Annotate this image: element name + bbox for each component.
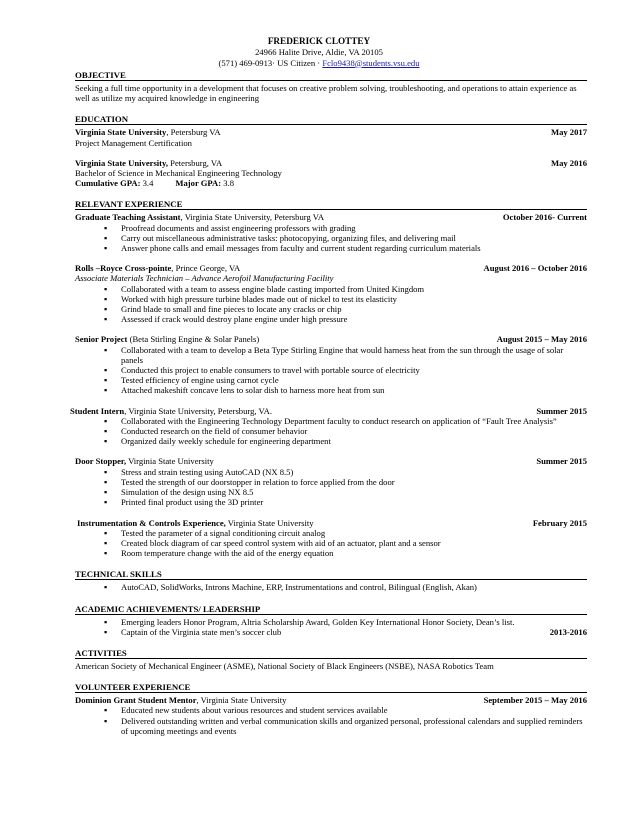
education-section (75, 114, 587, 188)
bullet: ▪ Answer phone calls and email messages from faculty and current student regarding curriculum materials (75, 243, 587, 253)
skills-section (75, 569, 587, 592)
bullet: ▪ Emerging leaders Honor Program, Altria Scholarship Award, Golden Key International Honor Society, Dean’s list. (75, 617, 587, 627)
organization: , Virginia State University, Petersburg VA (180, 212, 325, 223)
date: 2013-2016 (549, 626, 587, 637)
role: Graduate Teaching Assistant (75, 212, 181, 223)
bullet: ▪ Created block diagram of car speed control system with aid of an actuator, plant and a sensor (75, 538, 587, 548)
job-subtitle: Associate Materials Technician – Advance Aerofoil Manufacturing Facility (75, 273, 334, 284)
education-entry (75, 127, 587, 147)
bullet: ▪ Collaborated with the Engineering Technology Department faculty to conduct research on application of “Fault Tree Analysis” (75, 416, 587, 426)
resume-body (70, 70, 587, 736)
experience-entry (70, 405, 587, 447)
bullet: ▪ Organized daily weekly schedule for engineering department (75, 436, 587, 446)
date: August 2016 – October 2016 (483, 263, 587, 274)
activities-section (75, 648, 587, 671)
bullet: ▪ Educated new students about various resources and student services available (75, 705, 587, 715)
education-entry (75, 158, 587, 189)
degree: Project Management Certification (75, 137, 192, 148)
role: Instrumentation & Controls Experience, (77, 517, 226, 528)
bullet: ▪ Tested the strength of our doorstopper in relation to force applied from the door (75, 477, 587, 487)
volunteer-section (75, 682, 587, 736)
bullet-list (75, 345, 587, 396)
role: Student Intern (70, 405, 125, 416)
experience-entry (75, 212, 587, 253)
bullet: ▪ Conducted research on the field of consumer behavior (75, 426, 587, 436)
contact-line (0, 58, 638, 69)
bullet: ▪ Carry out miscellaneous administrative tasks: photocopying, organizing files, and delivering mail (75, 233, 587, 243)
objective-section (75, 70, 587, 103)
date: February 2015 (532, 517, 587, 528)
experience-section (70, 199, 587, 559)
date: August 2015 – May 2016 (496, 334, 587, 345)
date: Summer 2015 (536, 456, 587, 467)
bullet: ▪ Grind blade to small and fine pieces to locate any cracks or chip (75, 304, 587, 314)
date: May 2016 (550, 157, 587, 168)
organization: Virginia State University (225, 517, 314, 528)
bullet: ▪ Attached makeshift concave lens to solar dish to harness more heat from sun (75, 385, 587, 395)
email-link[interactable]: Fclo9438@students.vsu.edu (322, 57, 420, 68)
organization: (Beta Stirling Engine & Solar Panels) (127, 334, 260, 345)
bullet: ▪ Tested efficiency of engine using carnot cycle (75, 375, 587, 385)
role: Senior Project (75, 334, 128, 345)
degree: Bachelor of Science in Mechanical Engineering Technology (75, 168, 282, 179)
major-gpa-label: Major GPA: (175, 178, 222, 189)
gpa-line (75, 178, 587, 188)
bullet: ▪ Simulation of the design using NX 8.5 (75, 487, 587, 497)
role: Dominion Grant Student Mentor (75, 695, 197, 706)
school-location: , Petersburg VA (166, 127, 221, 138)
bullet: ▪ Stress and strain testing using AutoCAD (NX 8.5) (75, 467, 587, 477)
section-title: TECHNICAL SKILLS (75, 569, 587, 580)
bullet-list (75, 223, 587, 254)
cumulative-gpa-label: Cumulative GPA: (75, 178, 141, 189)
bullet: ▪ AutoCAD, SolidWorks, Introns Machine, ERP, Instrumentations and control, Bilingual (English, Akan) (75, 582, 587, 592)
date: Summer 2015 (536, 405, 587, 416)
experience-entry (75, 334, 587, 395)
section-title: EDUCATION (75, 114, 587, 125)
organization: Virginia State University (126, 456, 214, 467)
bullet: ▪ Assessed if crack would destroy plane engine under high pressure (75, 314, 587, 324)
organization: , Prince George, VA (171, 263, 241, 274)
bullet-list (75, 582, 587, 592)
role: Rolls –Royce Cross-pointe (75, 263, 172, 274)
experience-entry (75, 263, 587, 324)
bullet: ▪ Printed final product using the 3D printer (75, 497, 587, 507)
section-title: VOLUNTEER EXPERIENCE (75, 682, 587, 693)
date: September 2015 – May 2016 (483, 695, 587, 706)
major-gpa-value: 3.8 (221, 178, 235, 189)
activities-text: American Society of Mechanical Engineer (ASME), National Society of Black Engineers (NSBE), NASA Robotics Team (75, 660, 494, 671)
bullet-list (75, 416, 587, 447)
bullet: ▪ Tested the parameter of a signal conditioning circuit analog (75, 528, 587, 538)
bullet: ▪ Conducted this project to enable consumers to travel with portable source of electricity (75, 365, 587, 375)
bullet (75, 627, 587, 637)
organization: , Virginia State University, Petersburg, VA. (124, 405, 273, 416)
bullet: ▪ Collaborated with a team to assess engine blade casting imported from United Kingdom (75, 284, 587, 294)
cumulative-gpa-value: 3.4 (140, 178, 154, 189)
section-title: RELEVANT EXPERIENCE (75, 199, 587, 210)
school-name: Virginia State University, (75, 157, 169, 168)
bullet: ▪ Worked with high pressure turbine blades made out of nickel to test its elasticity (75, 294, 587, 304)
date: October 2016- Current (502, 212, 587, 223)
section-title: ACADEMIC ACHIEVEMENTS/ LEADERSHIP (75, 604, 587, 615)
address: 24966 Halite Drive, Aldie, VA 20105 (255, 47, 383, 57)
school-location: Petersburg, VA (168, 157, 223, 168)
experience-entry (75, 518, 587, 559)
bullet-text: ▪ Captain of the Virginia state men’s soccer club (121, 626, 282, 637)
organization: , Virginia State University (196, 695, 287, 706)
section-title: ACTIVITIES (75, 648, 587, 659)
section-title: OBJECTIVE (75, 70, 587, 81)
objective-text: Seeking a full time opportunity in a development that focuses on creative problem solving, troubleshooting, and operations to attain experience as well as utilize my acquired knowledge in engineering (75, 83, 577, 104)
bullet: ▪ Proofread documents and assist engineering professors with grading (75, 223, 587, 233)
bullet-list (75, 705, 587, 736)
bullet-list (75, 284, 587, 325)
bullet: ▪ Room temperature change with the aid of the energy equation (75, 548, 587, 558)
achievements-section (75, 604, 587, 637)
resume-header (0, 36, 638, 68)
bullet-list (75, 617, 587, 637)
bullet-list (75, 528, 587, 559)
date: May 2017 (550, 127, 587, 138)
school-name: Virginia State University (75, 127, 167, 138)
experience-entry (75, 456, 587, 507)
phone-citizenship: (571) 469-0913· US Citizen · (218, 57, 323, 68)
bullet-list (75, 467, 587, 508)
role: Door Stopper, (75, 456, 127, 467)
candidate-name: FREDERICK CLOTTEY (267, 36, 371, 46)
bullet: ▪ Collaborated with a team to develop a Beta Type Stirling Engine that would harness heat from the sun through the usage of solar panels (75, 345, 587, 365)
bullet: ▪ Delivered outstanding written and verbal communication skills and organized personal, professional calendars and supplied reminders of upcoming meetings and events (75, 716, 587, 736)
